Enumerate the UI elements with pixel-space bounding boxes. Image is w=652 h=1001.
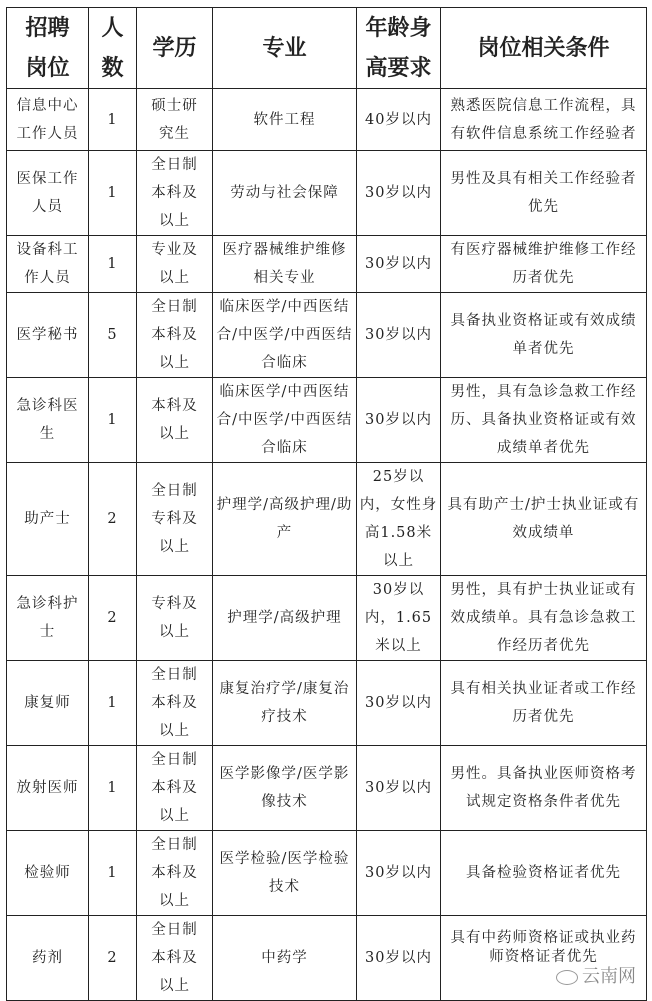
- table-row: [7, 831, 647, 916]
- cell-education: 全日制专科及以上: [137, 463, 213, 576]
- cell-count: 1: [89, 831, 137, 916]
- cell-conditions: 男性。具备执业医师资格考试规定资格条件者优先: [441, 746, 647, 831]
- cell-conditions: 有医疗器械维护维修工作经历者优先: [441, 236, 647, 293]
- cell-major: 康复治疗学/康复治疗技术: [213, 661, 357, 746]
- cell-conditions: 具备检验资格证者优先: [441, 831, 647, 916]
- cell-major: 护理学/高级护理: [213, 576, 357, 661]
- cell-major: 临床医学/中西医结合/中医学/中西医结合临床: [213, 293, 357, 378]
- cell-major: 护理学/高级护理/助产: [213, 463, 357, 576]
- cell-conditions: 男性，具有急诊急救工作经历、具备执业资格证或有效成绩单者优先: [441, 378, 647, 463]
- cell-major: 劳动与社会保障: [213, 151, 357, 236]
- cell-age: 30岁以内: [357, 916, 441, 1001]
- cell-education: 专科及以上: [137, 576, 213, 661]
- cell-count: 1: [89, 151, 137, 236]
- cell-count: 1: [89, 661, 137, 746]
- cell-age: 30岁以内: [357, 293, 441, 378]
- cell-position: 医学秘书: [7, 293, 89, 378]
- cell-major: 医疗器械维护维修相关专业: [213, 236, 357, 293]
- cell-age: 30岁以内: [357, 378, 441, 463]
- cell-age: 30岁以内: [357, 746, 441, 831]
- cell-count: 1: [89, 89, 137, 151]
- watermark-text: 云南网: [582, 966, 636, 987]
- cell-position: 信息中心工作人员: [7, 89, 89, 151]
- cell-position: 药剂: [7, 916, 89, 1001]
- cell-age: 30岁以内: [357, 151, 441, 236]
- cell-conditions: [441, 916, 647, 1001]
- table-row: [7, 463, 647, 576]
- cell-age: 30岁以内，1.65米以上: [357, 576, 441, 661]
- cell-education: 全日制本科及以上: [137, 293, 213, 378]
- header-education: 学历: [137, 8, 213, 89]
- cell-education: 专业及以上: [137, 236, 213, 293]
- cell-position: 设备科工作人员: [7, 236, 89, 293]
- table-row: [7, 151, 647, 236]
- cell-age: 30岁以内: [357, 661, 441, 746]
- cell-major: 中药学: [213, 916, 357, 1001]
- table-row: [7, 916, 647, 1001]
- cell-education: 全日制本科及以上: [137, 661, 213, 746]
- cell-position: 放射医师: [7, 746, 89, 831]
- header-major: 专业: [213, 8, 357, 89]
- cell-position: 急诊科护士: [7, 576, 89, 661]
- cell-position: 助产士: [7, 463, 89, 576]
- header-age: 年龄身高要求: [357, 8, 441, 89]
- cell-count: 1: [89, 378, 137, 463]
- cell-major: 医学影像学/医学影像技术: [213, 746, 357, 831]
- table-row: [7, 378, 647, 463]
- cell-age: 30岁以内: [357, 236, 441, 293]
- cell-education: 全日制本科及以上: [137, 746, 213, 831]
- cell-conditions-text: 具有中药师资格证或执业药师资格证者优先: [450, 930, 637, 965]
- cell-position: 检验师: [7, 831, 89, 916]
- table-row: [7, 661, 647, 746]
- cell-count: 5: [89, 293, 137, 378]
- table-row: [7, 236, 647, 293]
- cell-age: 40岁以内: [357, 89, 441, 151]
- cell-education: 全日制本科及以上: [137, 151, 213, 236]
- cell-position: 急诊科医生: [7, 378, 89, 463]
- cell-conditions: 具有相关执业证者或工作经历者优先: [441, 661, 647, 746]
- cell-education: 全日制本科及以上: [137, 831, 213, 916]
- header-row: [7, 8, 647, 89]
- header-conditions: 岗位相关条件: [441, 8, 647, 89]
- cell-major: 软件工程: [213, 89, 357, 151]
- cell-conditions: 具有助产士/护士执业证或有效成绩单: [441, 463, 647, 576]
- table-row: [7, 89, 647, 151]
- table-row: [7, 746, 647, 831]
- table-row: [7, 293, 647, 378]
- cell-major: 医学检验/医学检验技术: [213, 831, 357, 916]
- cell-count: 1: [89, 746, 137, 831]
- recruitment-table: [6, 7, 647, 1001]
- cell-conditions: 男性及具有相关工作经验者优先: [441, 151, 647, 236]
- cell-age: 30岁以内: [357, 831, 441, 916]
- header-position: 招聘岗位: [7, 8, 89, 89]
- cell-age: 25岁以内，女性身高1.58米以上: [357, 463, 441, 576]
- table-row: [7, 576, 647, 661]
- cell-position: 医保工作人员: [7, 151, 89, 236]
- cell-position: 康复师: [7, 661, 89, 746]
- cell-count: 1: [89, 236, 137, 293]
- cell-conditions: 熟悉医院信息工作流程，具有软件信息系统工作经验者: [441, 89, 647, 151]
- header-count: 人数: [89, 8, 137, 89]
- cell-count: 2: [89, 576, 137, 661]
- cell-education: 全日制本科及以上: [137, 916, 213, 1001]
- cell-education: 硕士研究生: [137, 89, 213, 151]
- cell-count: 2: [89, 916, 137, 1001]
- cell-conditions: 具备执业资格证或有效成绩单者优先: [441, 293, 647, 378]
- watermark: [443, 967, 644, 987]
- cell-count: 2: [89, 463, 137, 576]
- watermark-logo-icon: [556, 970, 578, 985]
- cell-education: 本科及以上: [137, 378, 213, 463]
- cell-major: 临床医学/中西医结合/中医学/中西医结合临床: [213, 378, 357, 463]
- cell-conditions: 男性，具有护士执业证或有效成绩单。具有急诊急救工作经历者优先: [441, 576, 647, 661]
